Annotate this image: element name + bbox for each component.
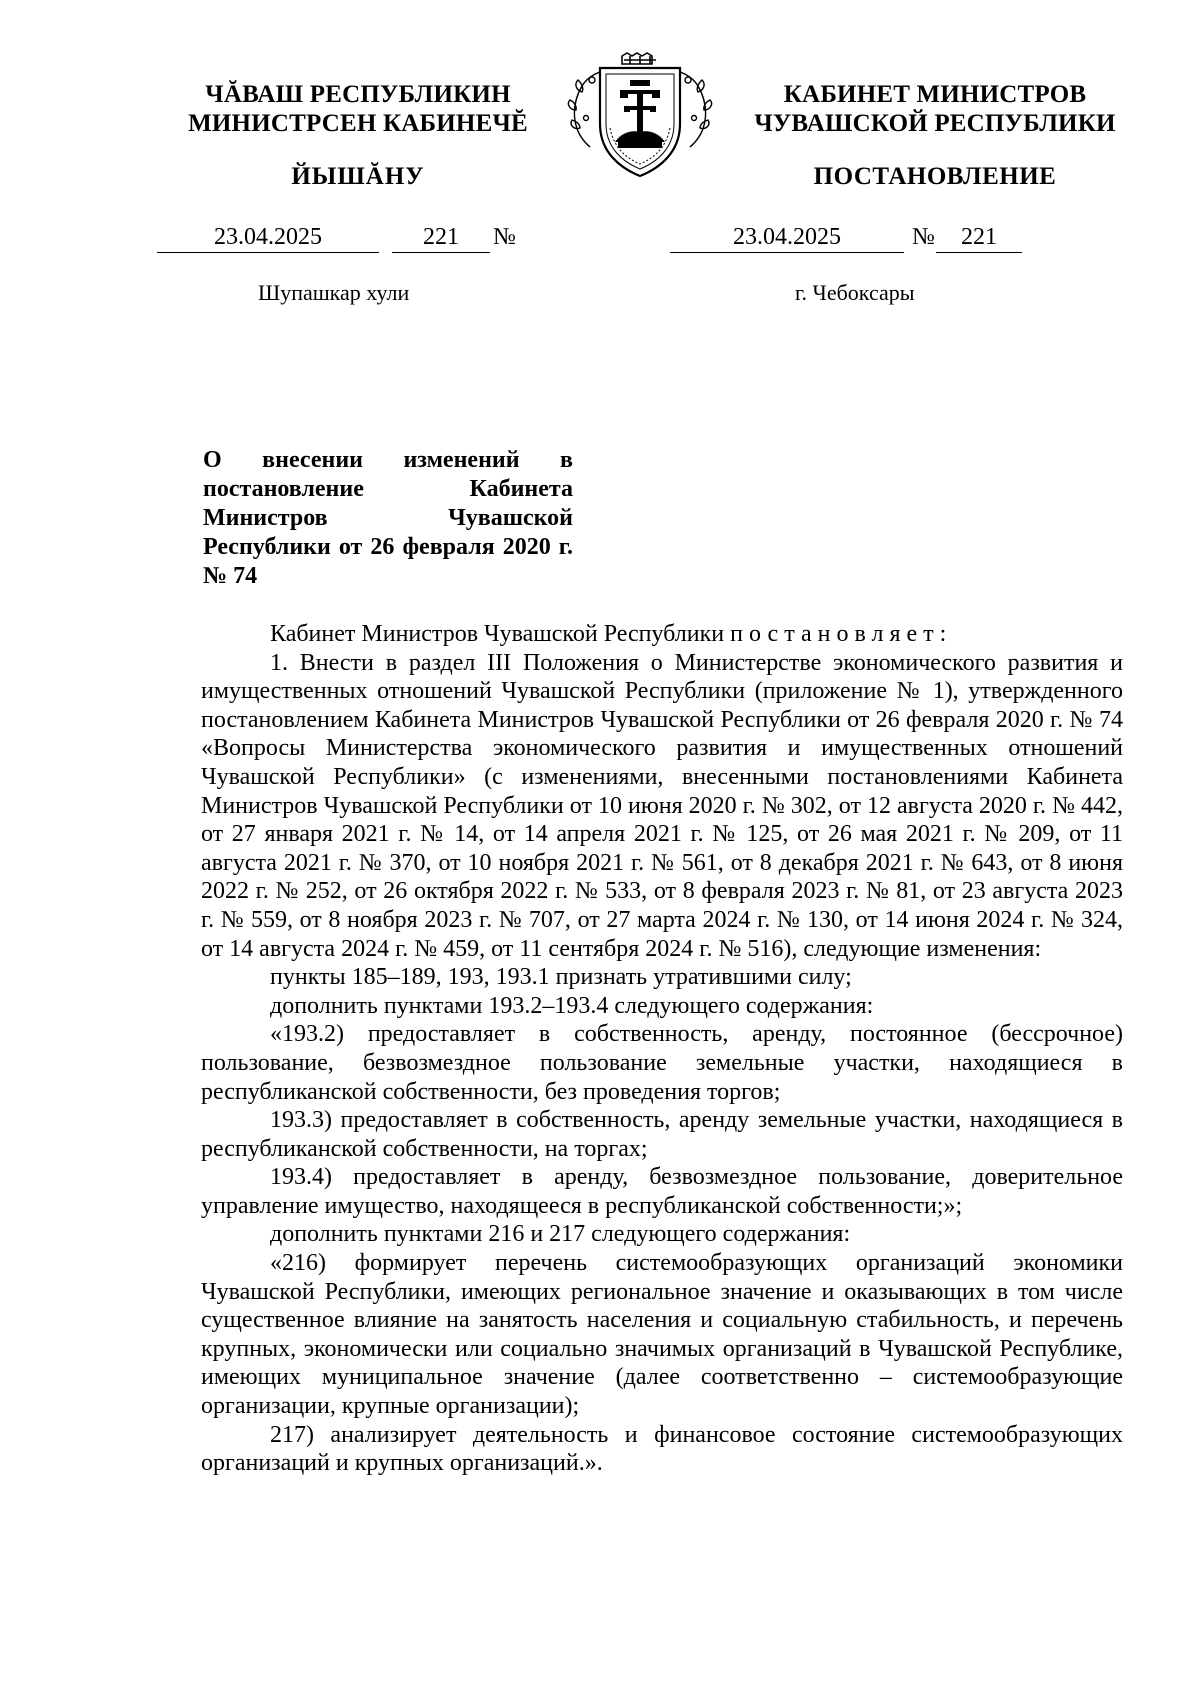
intro-keyword: постановляет	[730, 621, 940, 647]
header-left	[168, 80, 548, 138]
paragraph: «193.2) предоставляет в собственность, аренду, постоянное (бессрочное) пользование, безвозмездное пользование земельные участки, находящиеся в республиканской собственности, без проведения торгов;	[201, 1021, 1123, 1105]
paragraph: дополнить пунктами 193.2–193.4 следующего содержания:	[270, 992, 874, 1019]
right-number: 221	[936, 224, 1022, 253]
header-right	[735, 80, 1135, 138]
left-date: 23.04.2025	[157, 224, 379, 253]
chuvash-coat-of-arms-icon	[560, 52, 720, 178]
right-number-sign: №	[912, 224, 935, 250]
paragraph: 217) анализирует деятельность и финансовое состояние системообразующих организаций и крупных организаций.».	[201, 1421, 1123, 1477]
document-body	[201, 620, 1123, 1478]
city-right: г. Чебоксары	[795, 280, 915, 305]
document-title: О внесении изменений в постановление Кабинета Министров Чувашской Республики от 26 февраля 2020 г. № 74	[203, 447, 573, 589]
doc-type-left: ЙЫШĂНУ	[291, 163, 425, 190]
paragraph: «216) формирует перечень системообразующих организаций экономики Чувашской Республики, имеющих региональное значение и оказывающих в том числе существенное влияние на занятость населения и социальную стабильность, и перечень крупных, экономически или социально значимых организаций в Чувашской Республике, имеющих муниципальное значение (далее соответственно – системообразующие организации, крупные организации);	[201, 1250, 1123, 1420]
paragraph: пункты 185–189, 193, 193.1 признать утратившими силу;	[270, 964, 852, 991]
intro-paragraph	[201, 620, 1123, 649]
header-right-line2: ЧУВАШСКОЙ РЕСПУБЛИКИ	[754, 110, 1116, 137]
paragraph: 193.3) предоставляет в собственность, аренду земельные участки, находящиеся в республиканской собственности, на торгах;	[201, 1107, 1123, 1162]
left-number: 221	[392, 224, 490, 253]
right-date: 23.04.2025	[670, 224, 904, 253]
paragraph: дополнить пунктами 216 и 217 следующего содержания:	[270, 1221, 851, 1248]
paragraph: 1. Внести в раздел III Положения о Министерстве экономического развития и имущественных отношений Чувашской Республики (приложение № 1), утвержденного постановлением Кабинета Министров Чувашской Республики от 26 февраля 2020 г. № 74 «Вопросы Министерства экономического развития и имущественных отношений Чувашской Республики» (с изменениями, внесенными постановлениями Кабинета Министров Чувашской Республики от 10 июня 2020 г. № 302, от 12 августа 2020 г. № 442, от 27 января 2021 г. № 14, от 14 апреля 2021 г. № 125, от 26 мая 2021 г. № 209, от 11 августа 2021 г. № 370, от 10 ноября 2021 г. № 561, от 8 декабря 2021 г. № 643, от 8 июня 2022 г. № 252, от 26 октября 2022 г. № 533, от 8 февраля 2023 г. № 81, от 23 августа 2023 г. № 559, от 8 ноября 2023 г. № 707, от 27 марта 2024 г. № 130, от 14 июня 2024 г. № 324, от 14 августа 2024 г. № 459, от 11 сентября 2024 г. № 516), следующие изменения:	[201, 649, 1123, 962]
header-left-line1: ЧĂВАШ РЕСПУБЛИКИН	[205, 81, 511, 108]
paragraph: 193.4) предоставляет в аренду, безвозмездное пользование, доверительное управление имущество, находящееся в республиканской собственности;»;	[201, 1164, 1123, 1219]
intro-colon: :	[939, 621, 947, 647]
left-number-sign: №	[493, 224, 516, 250]
city-left: Шупашкар хули	[258, 280, 410, 305]
doc-type-right: ПОСТАНОВЛЕНИЕ	[813, 163, 1057, 190]
header-right-line1: КАБИНЕТ МИНИСТРОВ	[783, 81, 1087, 108]
intro-text: Кабинет Министров Чувашской Республики	[270, 621, 731, 647]
header-left-line2: МИНИСТРСЕН КАБИНЕЧĔ	[188, 110, 528, 137]
